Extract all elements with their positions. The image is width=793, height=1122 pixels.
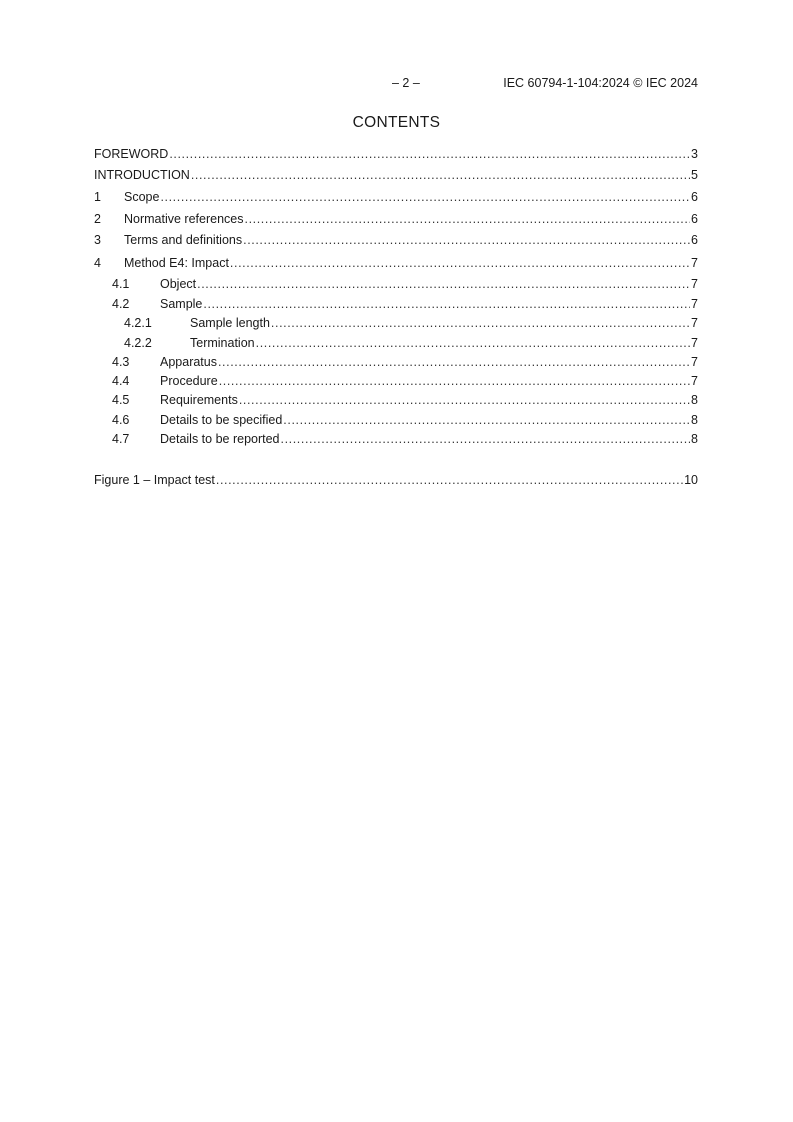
toc-leader-dots (219, 373, 690, 389)
toc-entry-page: 3 (691, 147, 698, 161)
toc-leader-dots (281, 431, 691, 447)
toc-entry-title: INTRODUCTION (94, 168, 190, 182)
toc-leader-dots (169, 146, 690, 162)
toc-entry-title: Normative references (124, 212, 244, 226)
toc-entry-number: 4.5 (112, 393, 130, 407)
toc-entry-details-specified[interactable] (94, 412, 698, 428)
toc-leader-dots (245, 211, 691, 227)
toc-entry-title: Terms and definitions (124, 233, 243, 247)
toc-entry-details-reported[interactable] (94, 431, 698, 447)
toc-entry-requirements[interactable] (94, 392, 698, 408)
toc-entry-foreword[interactable] (94, 146, 698, 162)
toc-entry-figure-1[interactable] (94, 472, 698, 488)
toc-entry-page: 7 (691, 355, 698, 369)
document-id: IEC 60794-1-104:2024 © IEC 2024 (503, 76, 698, 90)
toc-entry-title: Scope (124, 190, 160, 204)
toc-entry-page: 6 (691, 190, 698, 204)
toc-entry-title: Figure 1 – Impact test (94, 473, 215, 487)
toc-entry-number: 4.2.1 (124, 316, 152, 330)
toc-entry-method-e4-impact[interactable] (94, 255, 698, 271)
toc-entry-page: 7 (691, 297, 698, 311)
toc-entry-terms-and-definitions[interactable] (94, 232, 698, 248)
toc-entry-number: 2 (94, 212, 101, 226)
toc-leader-dots (216, 472, 683, 488)
toc-entry-scope[interactable] (94, 189, 698, 205)
toc-entry-apparatus[interactable] (94, 354, 698, 370)
toc-entry-page: 7 (691, 316, 698, 330)
toc-entry-title: Method E4: Impact (124, 256, 229, 270)
toc-leader-dots (239, 392, 690, 408)
toc-entry-sample-length[interactable] (94, 315, 698, 331)
toc-leader-dots (218, 354, 690, 370)
toc-entry-normative-references[interactable] (94, 211, 698, 227)
toc-entry-number: 3 (94, 233, 101, 247)
contents-heading: CONTENTS (352, 114, 441, 131)
toc-leader-dots (230, 255, 690, 271)
toc-entry-title: Procedure (160, 374, 218, 388)
toc-entry-sample[interactable] (94, 296, 698, 312)
toc-entry-page: 10 (684, 473, 698, 487)
toc-leader-dots (203, 296, 690, 312)
toc-entry-title: Sample length (190, 316, 270, 330)
toc-entry-procedure[interactable] (94, 373, 698, 389)
toc-entry-number: 4.6 (112, 413, 130, 427)
toc-entry-title: FOREWORD (94, 147, 169, 161)
toc-entry-number: 4.1 (112, 277, 130, 291)
toc-entry-title: Requirements (160, 393, 238, 407)
toc-entry-title: Sample (160, 297, 203, 311)
toc-entry-page: 7 (691, 374, 698, 388)
toc-entry-page: 8 (691, 393, 698, 407)
toc-entry-page: 7 (691, 256, 698, 270)
toc-entry-object[interactable] (94, 276, 698, 292)
toc-leader-dots (160, 189, 690, 205)
toc-entry-number: 4.7 (112, 432, 130, 446)
toc-entry-page: 6 (691, 212, 698, 226)
toc-entry-number: 4.2 (112, 297, 130, 311)
toc-entry-page: 7 (691, 336, 698, 350)
toc-leader-dots (256, 335, 690, 351)
toc-entry-termination[interactable] (94, 335, 698, 351)
toc-leader-dots (271, 315, 690, 331)
toc-entry-page: 6 (691, 233, 698, 247)
page-header (94, 76, 698, 92)
toc-leader-dots (283, 412, 690, 428)
toc-entry-page: 7 (691, 277, 698, 291)
toc-entry-number: 4.3 (112, 355, 130, 369)
toc-leader-dots (197, 276, 690, 292)
toc-entry-title: Details to be reported (160, 432, 280, 446)
toc-entry-introduction[interactable] (94, 167, 698, 183)
toc-entry-title: Details to be specified (160, 413, 283, 427)
toc-entry-number: 4.2.2 (124, 336, 152, 350)
toc-entry-title: Object (160, 277, 197, 291)
toc-entry-number: 4 (94, 256, 101, 270)
toc-entry-page: 5 (691, 168, 698, 182)
toc-entry-number: 4.4 (112, 374, 130, 388)
toc-entry-number: 1 (94, 190, 101, 204)
toc-leader-dots (243, 232, 690, 248)
toc-entry-title: Termination (190, 336, 255, 350)
toc-entry-page: 8 (691, 413, 698, 427)
page-number: – 2 – (392, 76, 420, 90)
toc-entry-title: Apparatus (160, 355, 217, 369)
toc-entry-page: 8 (691, 432, 698, 446)
toc-leader-dots (191, 167, 690, 183)
